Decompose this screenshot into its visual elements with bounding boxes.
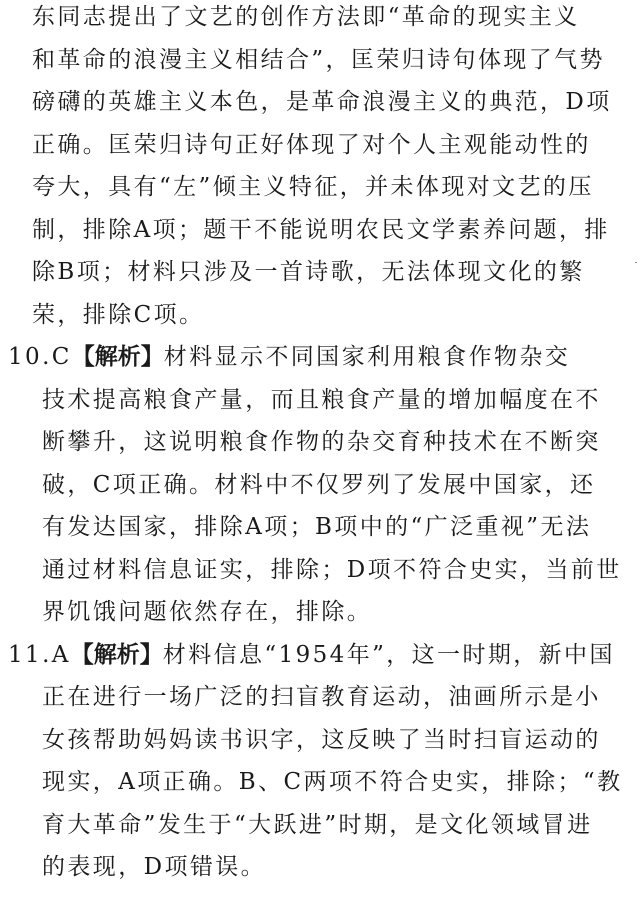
- question-10-heading: [8, 342, 570, 372]
- question-number: 11.: [8, 642, 52, 668]
- text-line: 破，C项正确。材料中不仅罗列了发展中国家，还: [42, 472, 596, 498]
- text-line: 东同志提出了文艺的创作方法即“革命的现实主义: [32, 4, 580, 30]
- text-line: 除B项；材料只涉及一首诗歌，无法体现文化的繁: [32, 259, 585, 285]
- text-line: 材料信息“1954年”，这一时期，新中国: [162, 642, 615, 668]
- text-line: 女孩帮助妈妈读书识字，这反映了当时扫盲运动的: [42, 727, 601, 753]
- question-11-heading: [8, 640, 615, 670]
- scan-mark: [635, 262, 637, 263]
- text-line: 现实，A项正确。B、C两项不符合史实，排除；“教: [42, 769, 623, 795]
- text-line: 材料显示不同国家利用粮食作物杂交: [163, 344, 571, 370]
- answer-letter: A: [51, 642, 71, 668]
- text-line: 正确。匡荣归诗句正好体现了对个人主观能动性的: [32, 132, 591, 158]
- text-line: 技术提高粮食产量，而且粮食产量的增加幅度在不: [42, 387, 601, 413]
- analysis-tag: 【解析】: [70, 641, 163, 668]
- text-line: 通过材料信息证实，排除；D项不符合史实，当前世: [42, 557, 622, 583]
- text-line: 和革命的浪漫主义相结合”，匡荣归诗句体现了气势: [32, 47, 605, 73]
- text-line: 界饥饿问题依然存在，排除。: [42, 599, 373, 625]
- text-line: 磅礴的英雄主义本色，是革命浪漫主义的典范，D项: [32, 89, 612, 115]
- text-line: 断攀升，这说明粮食作物的杂交育种技术在不断突: [42, 429, 601, 455]
- text-line: 有发达国家，排除A项；B项中的“广泛重视”无法: [42, 514, 592, 540]
- text-line: 育大革命”发生于“大跃进”时期，是文化领域冒进: [42, 812, 593, 838]
- text-line: 正在进行一场广泛的扫盲教育运动，油画所示是小: [42, 684, 601, 710]
- analysis-tag: 【解析】: [71, 343, 164, 370]
- text-line: 的表现，D项错误。: [42, 854, 267, 880]
- answer-letter: C: [51, 344, 72, 370]
- question-number: 10.: [8, 344, 52, 370]
- text-line: 荣，排除C项。: [32, 302, 205, 328]
- text-line: 夸大，具有“左”倾主义特征，并未体现对文艺的压: [32, 174, 594, 200]
- text-line: 制，排除A项；题干不能说明农民文学素养问题，排: [32, 217, 610, 243]
